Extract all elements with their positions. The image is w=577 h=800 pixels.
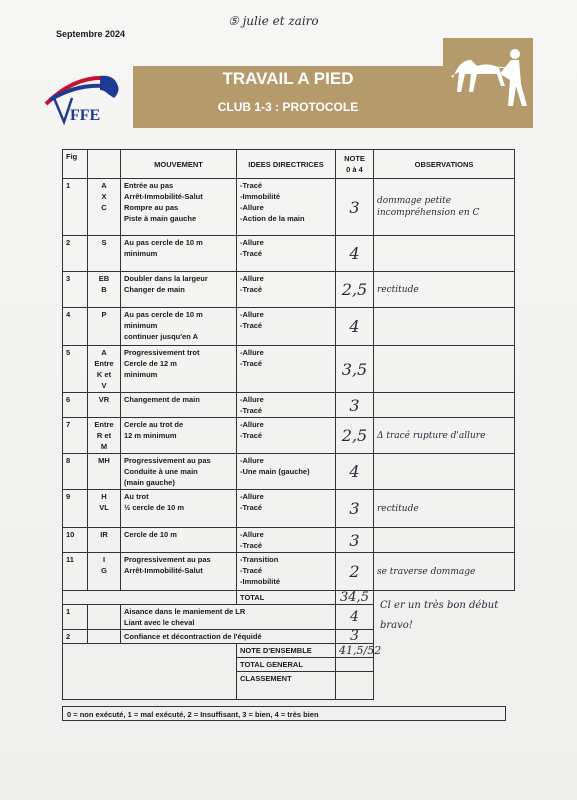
table-row xyxy=(63,179,515,236)
movement-text-line: Piste à main gauche xyxy=(124,214,197,223)
observation-text: rectitude xyxy=(374,490,515,528)
directive-ideas-line: -Allure xyxy=(240,348,264,357)
summary-label: CLASSEMENT xyxy=(237,672,336,700)
directive-ideas-line: -Immobilité xyxy=(240,192,281,201)
criteria-label xyxy=(121,605,336,630)
movement-text-line: Rompre au pas xyxy=(124,203,179,212)
directive-ideas-line: -Transition xyxy=(240,555,279,564)
directive-ideas-line: -Allure xyxy=(240,238,264,247)
date-label: Septembre 2024 xyxy=(56,29,126,39)
movement-text-line: 12 m minimum xyxy=(124,431,177,440)
movement-text-line: minimum xyxy=(124,321,158,330)
criteria-label-line: Liant avec le cheval xyxy=(124,618,195,627)
movement-text-line: Progressivement trot xyxy=(124,348,200,357)
score-value: 3 xyxy=(336,490,374,528)
movement-text xyxy=(121,236,237,272)
table-row xyxy=(63,272,515,308)
score-value: 4 xyxy=(336,308,374,346)
directive-ideas-line: -Allure xyxy=(240,420,264,429)
movement-text-line: Changer de main xyxy=(124,285,185,294)
judge-comment: Cl er un très bon début bravo! xyxy=(380,600,499,631)
movement-text xyxy=(121,179,237,236)
arena-letters-line: C xyxy=(101,203,107,212)
movement-text xyxy=(121,418,237,454)
arena-letters-line: EB xyxy=(98,274,110,283)
criteria-blank xyxy=(88,605,121,630)
criteria-label-line: Aisance dans le maniement de LR xyxy=(124,607,246,616)
summary-label: TOTAL GENERAL xyxy=(237,658,336,672)
fig-number: 8 xyxy=(63,454,88,490)
header-note: NOTE 0 à 4 xyxy=(336,150,374,179)
movement-text-line: Conduite à une main xyxy=(124,467,198,476)
arena-letters xyxy=(88,272,121,308)
directive-ideas-line: -Tracé xyxy=(240,359,263,368)
directive-ideas-line: -Allure xyxy=(240,456,264,465)
arena-letters-line: IR xyxy=(100,530,108,539)
total-label: TOTAL xyxy=(237,591,336,605)
table-row xyxy=(63,418,515,454)
directive-ideas-line: -Tracé xyxy=(240,406,263,415)
movement-text-line: Progressivement au pas xyxy=(124,555,211,564)
table-row xyxy=(63,490,515,528)
score-value: 3 xyxy=(336,528,374,553)
arena-letters-line: I xyxy=(102,555,106,564)
arena-letters-line: VL xyxy=(99,503,109,512)
header-mouvement: MOUVEMENT xyxy=(121,150,237,179)
table-row xyxy=(63,308,515,346)
arena-letters-line: B xyxy=(101,285,107,294)
directive-ideas-line: -Action de la main xyxy=(240,214,305,223)
score-value: 3 xyxy=(336,393,374,418)
page-title: TRAVAIL A PIED xyxy=(222,69,354,88)
observation-text: se traverse dommage xyxy=(374,553,515,591)
summary-row xyxy=(63,644,515,658)
criteria-number: 1 xyxy=(63,605,88,630)
directive-ideas xyxy=(237,272,336,308)
table-row xyxy=(63,393,515,418)
fig-number: 7 xyxy=(63,418,88,454)
table-row xyxy=(63,236,515,272)
table-row xyxy=(63,454,515,490)
movement-text xyxy=(121,528,237,553)
movement-text-line: ½ cercle de 10 m xyxy=(124,503,185,512)
arena-letters-line: M xyxy=(100,442,108,451)
header-observations: OBSERVATIONS xyxy=(374,150,515,179)
arena-letters-line: K et xyxy=(96,370,112,379)
arena-letters xyxy=(88,528,121,553)
movement-text xyxy=(121,272,237,308)
observation-text xyxy=(374,236,515,272)
directive-ideas-line: -Tracé xyxy=(240,285,263,294)
summary-value xyxy=(336,658,374,672)
header-letters xyxy=(88,150,121,179)
horse-handler-icon xyxy=(443,38,533,128)
score-value: 4 xyxy=(336,454,374,490)
movement-text xyxy=(121,454,237,490)
arena-letters-line: V xyxy=(101,381,107,390)
arena-letters-line: R et xyxy=(96,431,112,440)
table-row xyxy=(63,553,515,591)
arena-letters xyxy=(88,553,121,591)
summary-empty xyxy=(374,658,515,672)
summary-blank xyxy=(63,644,237,700)
arena-letters xyxy=(88,346,121,393)
total-blank xyxy=(63,591,237,605)
fig-number: 4 xyxy=(63,308,88,346)
arena-letters xyxy=(88,490,121,528)
arena-letters-line: VR xyxy=(98,395,110,404)
arena-letters-line: G xyxy=(101,566,107,575)
criteria-label-line: Confiance et décontraction de l'équidé xyxy=(124,632,262,641)
observation-text: rectitude xyxy=(374,272,515,308)
criteria-label xyxy=(121,630,336,644)
movement-text-line: continuer jusqu'en A xyxy=(124,332,199,341)
directive-ideas xyxy=(237,179,336,236)
movement-text-line: (main gauche) xyxy=(124,478,175,487)
total-value: 34,5 xyxy=(336,591,374,605)
arena-letters xyxy=(88,393,121,418)
arena-letters-line: H xyxy=(101,492,107,501)
directive-ideas xyxy=(237,393,336,418)
directive-ideas xyxy=(237,346,336,393)
criteria-score: 4 xyxy=(336,605,374,630)
directive-ideas-line: -Tracé xyxy=(240,431,263,440)
directive-ideas-line: -Allure xyxy=(240,395,264,404)
directive-ideas xyxy=(237,490,336,528)
criteria-score: 3 xyxy=(336,630,374,644)
observation-text xyxy=(374,454,515,490)
arena-letters-line: A xyxy=(101,181,107,190)
movement-text-line: minimum xyxy=(124,249,158,258)
directive-ideas-line: -Une main (gauche) xyxy=(240,467,310,476)
summary-label: NOTE D'ENSEMBLE xyxy=(237,644,336,658)
directive-ideas-line: -Tracé xyxy=(240,249,263,258)
movement-text xyxy=(121,308,237,346)
directive-ideas xyxy=(237,553,336,591)
movement-text-line: Doubler dans la largeur xyxy=(124,274,208,283)
arena-letters-line: Entre xyxy=(94,359,114,368)
fig-number: 10 xyxy=(63,528,88,553)
summary-empty xyxy=(374,672,515,700)
arena-letters xyxy=(88,179,121,236)
arena-letters-line: MH xyxy=(98,456,110,465)
fig-number: 9 xyxy=(63,490,88,528)
page-subtitle: CLUB 1-3 : PROTOCOLE xyxy=(217,100,359,114)
movement-text xyxy=(121,490,237,528)
arena-letters xyxy=(88,454,121,490)
summary-value xyxy=(336,672,374,700)
arena-letters-line: X xyxy=(101,192,107,201)
observation-text: dommage petite incompréhension en C xyxy=(374,179,515,236)
movement-text xyxy=(121,393,237,418)
fig-number: 1 xyxy=(63,179,88,236)
directive-ideas xyxy=(237,418,336,454)
score-value: 2,5 xyxy=(336,418,374,454)
movement-text xyxy=(121,346,237,393)
movement-text-line: Cercle au trot de xyxy=(124,420,184,429)
directive-ideas-line: -Tracé xyxy=(240,566,263,575)
directive-ideas-line: -Allure xyxy=(240,530,264,539)
arena-letters-line: S xyxy=(101,238,107,247)
table-row xyxy=(63,528,515,553)
movement-text-line: Cercle de 10 m xyxy=(124,530,177,539)
observation-text xyxy=(374,528,515,553)
score-value: 2 xyxy=(336,553,374,591)
observation-text: Δ tracé rupture d'allure xyxy=(374,418,515,454)
directive-ideas-line: -Tracé xyxy=(240,541,263,550)
header-fig: Fig xyxy=(63,150,88,179)
directive-ideas-line: -Allure xyxy=(240,310,264,319)
criteria-number: 2 xyxy=(63,630,88,644)
arena-letters xyxy=(88,308,121,346)
movement-text-line: Arrêt-Immobilité-Salut xyxy=(124,192,203,201)
fig-number: 11 xyxy=(63,553,88,591)
arena-letters xyxy=(88,418,121,454)
arena-letters-line: P xyxy=(101,310,107,319)
fig-number: 6 xyxy=(63,393,88,418)
criteria-blank xyxy=(88,630,121,644)
directive-ideas-line: -Immobilité xyxy=(240,577,281,586)
arena-letters-line: Entre xyxy=(94,420,114,429)
header-idees: IDEES DIRECTRICES xyxy=(237,150,336,179)
movement-text-line: minimum xyxy=(124,370,158,379)
movement-text-line: Au trot xyxy=(124,492,149,501)
movement-text-line: Changement de main xyxy=(124,395,200,404)
score-value: 3 xyxy=(336,179,374,236)
observation-text xyxy=(374,393,515,418)
arena-letters xyxy=(88,236,121,272)
summary-empty xyxy=(374,644,515,658)
directive-ideas xyxy=(237,308,336,346)
directive-ideas-line: -Allure xyxy=(240,274,264,283)
arena-letters-line: A xyxy=(101,348,107,357)
fig-number: 3 xyxy=(63,272,88,308)
directive-ideas xyxy=(237,236,336,272)
logo-text: FFE xyxy=(70,107,101,124)
directive-ideas-line: -Tracé xyxy=(240,321,263,330)
fig-number: 5 xyxy=(63,346,88,393)
movement-text-line: Entrée au pas xyxy=(124,181,174,190)
movement-text-line: Au pas cercle de 10 m xyxy=(124,310,203,319)
directive-ideas-line: -Tracé xyxy=(240,503,263,512)
movement-text-line: Arrêt-Immobilité-Salut xyxy=(124,566,203,575)
score-value: 3,5 xyxy=(336,346,374,393)
observation-text xyxy=(374,308,515,346)
directive-ideas xyxy=(237,528,336,553)
movement-text-line: Progressivement au pas xyxy=(124,456,211,465)
directive-ideas-line: -Allure xyxy=(240,492,264,501)
movement-text-line: Cercle de 12 m xyxy=(124,359,177,368)
fig-number: 2 xyxy=(63,236,88,272)
observation-text xyxy=(374,346,515,393)
ffe-logo xyxy=(44,70,130,126)
directive-ideas-line: -Tracé xyxy=(240,181,263,190)
title-banner xyxy=(133,66,443,128)
score-value: 4 xyxy=(336,236,374,272)
movement-text xyxy=(121,553,237,591)
directive-ideas xyxy=(237,454,336,490)
summary-value: 41,5/52 xyxy=(336,644,374,658)
table-row xyxy=(63,346,515,393)
directive-ideas-line: -Allure xyxy=(240,203,264,212)
score-legend: 0 = non exécuté, 1 = mal exécuté, 2 = Insuffisant, 3 = bien, 4 = très bien xyxy=(62,706,506,721)
movement-text-line: Au pas cercle de 10 m xyxy=(124,238,203,247)
handwritten-names: ⑤ julie et zairo xyxy=(228,14,319,28)
score-value: 2,5 xyxy=(336,272,374,308)
